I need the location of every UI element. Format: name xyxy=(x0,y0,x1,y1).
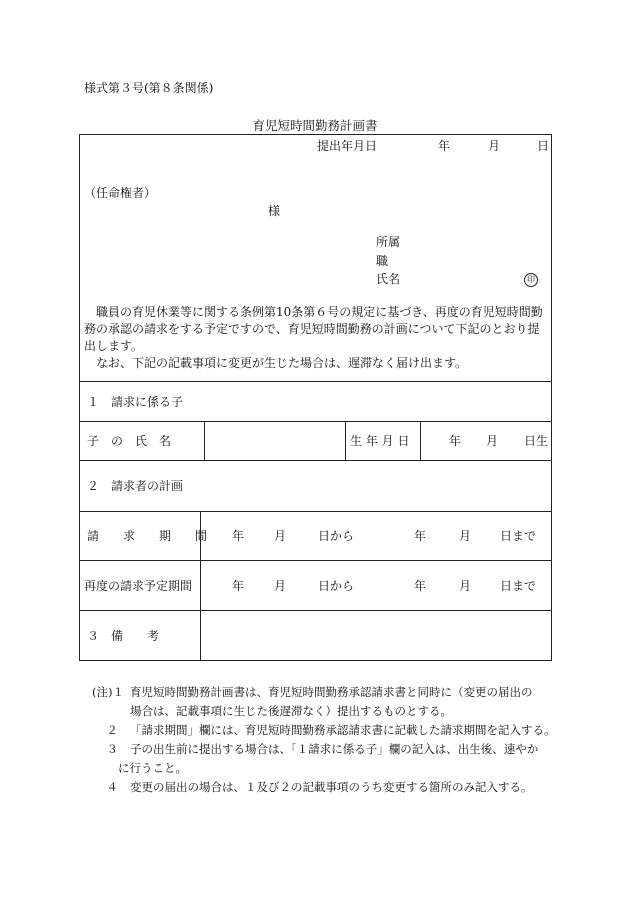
form-number: 様式第３号(第８条関係) xyxy=(84,81,214,95)
submission-date-label: 提出年月日 xyxy=(317,139,378,153)
note-4-number: ４ xyxy=(106,780,118,794)
position-label: 職 xyxy=(376,254,389,268)
repeat-to-year[interactable]: 年 xyxy=(414,579,427,593)
repeat-to-day[interactable]: 日まで xyxy=(500,579,537,593)
rule-after-statement xyxy=(79,381,552,382)
birth-month-field[interactable]: 月 xyxy=(486,434,499,448)
note-prefix: (注)１ xyxy=(92,685,124,699)
period-to-month[interactable]: 月 xyxy=(459,529,472,543)
name-label: 氏名 xyxy=(376,272,401,286)
notes-block xyxy=(78,683,568,797)
rule-after-section1-heading xyxy=(79,421,552,422)
repeat-from-month[interactable]: 月 xyxy=(274,579,287,593)
appointing-authority-label: （任命権者） xyxy=(84,186,157,200)
rule-after-child-row xyxy=(79,460,552,461)
note-3-line-2: に行うこと。 xyxy=(118,761,187,775)
period-from-year[interactable]: 年 xyxy=(232,529,245,543)
submission-day-field[interactable]: 日 xyxy=(537,139,550,153)
statement-paragraph-2: なお、下記の記載事項に変更が生じた場合は、遅滞なく届け出ます。 xyxy=(96,356,468,370)
child-name-label: 子 の 氏 名 xyxy=(87,434,172,448)
rule-after-section2-heading xyxy=(79,511,552,512)
rule-child-label-divider xyxy=(204,421,205,460)
note-4 xyxy=(78,778,568,797)
note-1 xyxy=(78,683,568,702)
period-from-day[interactable]: 日から xyxy=(318,529,355,543)
note-3 xyxy=(78,740,568,759)
affiliation-label: 所属 xyxy=(376,235,401,249)
note-1-continuation xyxy=(78,702,568,721)
note-2-text: 「請求期間」欄には、育児短時間勤務承認請求書に記載した請求期間を記入する。 xyxy=(130,723,556,737)
repeat-from-year[interactable]: 年 xyxy=(232,579,245,593)
remarks-field[interactable] xyxy=(202,612,550,659)
rule-after-period-row xyxy=(79,560,552,561)
birth-day-field[interactable]: 日生 xyxy=(524,434,549,448)
rule-child-name-divider xyxy=(345,421,346,460)
note-3-continuation xyxy=(78,759,568,778)
repeat-from-day[interactable]: 日から xyxy=(318,579,355,593)
request-period-label: 請 求 期 間 xyxy=(87,529,208,543)
seal-mark: 印 xyxy=(524,273,538,287)
repeat-to-month[interactable]: 月 xyxy=(459,579,472,593)
remarks-label: ３ 備 考 xyxy=(87,629,160,643)
child-name-field[interactable] xyxy=(206,423,343,458)
note-1-line-1: 育児短時間勤務計画書は、育児短時間勤務承認請求書と同時に（変更の届出の xyxy=(130,685,533,699)
period-to-day[interactable]: 日まで xyxy=(500,529,537,543)
repeat-period-label: 再度の請求予定期間 xyxy=(84,579,193,593)
section-2-heading: ２ 請求者の計画 xyxy=(87,479,184,493)
submission-month-field[interactable]: 月 xyxy=(488,139,501,153)
birth-date-label: 生 年 月 日 xyxy=(350,434,410,448)
submission-year-field[interactable]: 年 xyxy=(438,139,451,153)
period-to-year[interactable]: 年 xyxy=(414,529,427,543)
rule-birth-label-divider xyxy=(420,421,421,460)
statement-block xyxy=(84,304,550,372)
period-from-month[interactable]: 月 xyxy=(274,529,287,543)
note-3-line-1: 子の出生前に提出する場合は、「１請求に係る子」欄の記入は、出生後、速やか xyxy=(130,742,539,756)
document-title: 育児短時間勤務計画書 xyxy=(252,118,378,133)
note-4-text: 変更の届出の場合は、１及び２の記載事項のうち変更する箇所のみ記入する。 xyxy=(130,780,533,794)
note-2-number: ２ xyxy=(106,723,118,737)
note-2 xyxy=(78,721,568,740)
honorific-sama: 様 xyxy=(268,204,281,218)
birth-year-field[interactable]: 年 xyxy=(449,434,462,448)
section-1-heading: １ 請求に係る子 xyxy=(87,395,184,409)
note-3-number: ３ xyxy=(106,742,118,756)
rule-after-repeat-row xyxy=(79,610,552,611)
note-1-line-2: 場合は、記載事項に生じた後遅滞なく）提出するものとする。 xyxy=(130,704,452,718)
statement-paragraph-1: 職員の育児休業等に関する条例第10条第６号の規定に基づき、再度の育児短時間勤務の承認の請求をする予定ですので、育児短時間勤務の計画について下記のとおり提出します。 xyxy=(84,305,543,353)
